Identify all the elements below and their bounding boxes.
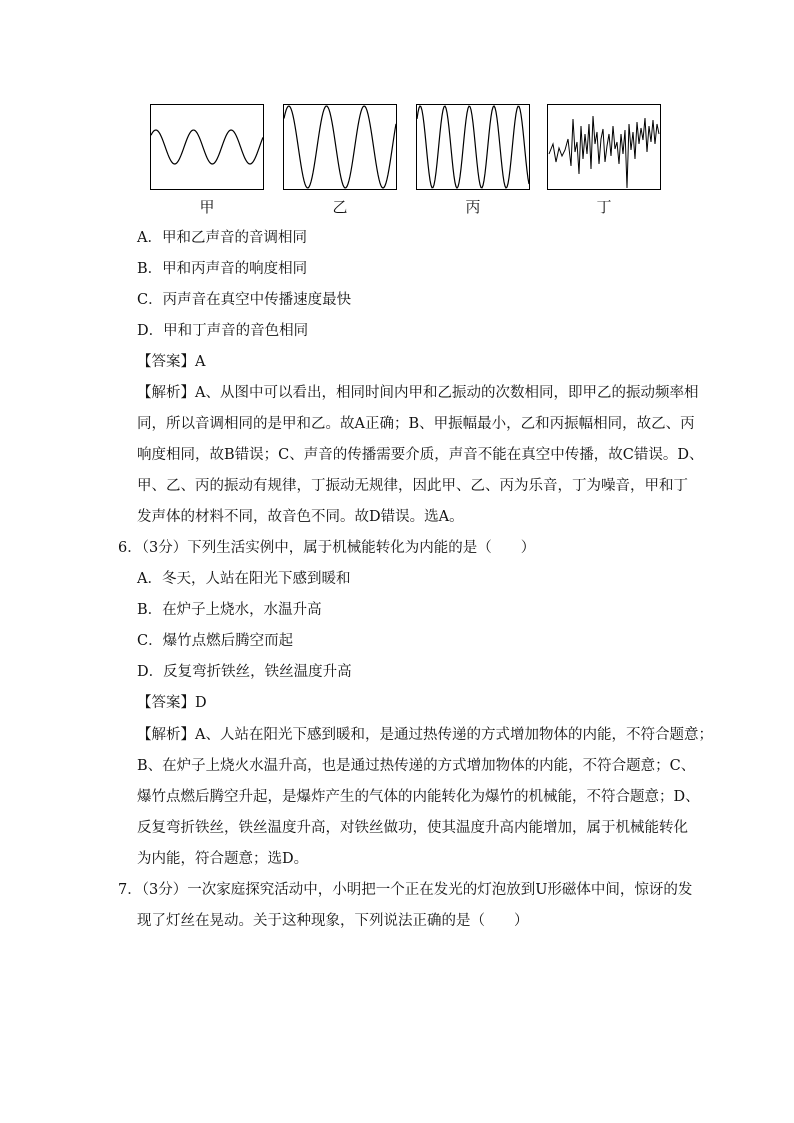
- q5-analysis-line: 同，所以音调相同的是甲和乙。故A正确；B、甲振幅最小，乙和丙振幅相同，故乙、丙: [137, 416, 695, 432]
- q6-stem: 6．（3分）下列生活实例中，属于机械能转化为内能的是（ ）: [118, 540, 536, 556]
- q7-stem-line: 现了灯丝在晃动。关于这种现象，下列说法正确的是（ ）: [137, 913, 529, 929]
- q5-option-a: A．甲和乙声音的音调相同: [137, 230, 307, 246]
- q6-analysis-line: B、在炉子上烧火水温升高，也是通过热传递的方式增加物体的内能，不符合题意；C、: [137, 758, 696, 774]
- waveform-label-jia: 甲: [199, 198, 215, 216]
- q6-analysis-line: 为内能，符合题意；选D。: [137, 851, 309, 867]
- q6-analysis-line: 反复弯折铁丝，铁丝温度升高，对铁丝做功，使其温度升高内能增加，属于机械能转化: [137, 820, 688, 836]
- waveform-label-yi: 乙: [332, 198, 348, 216]
- q5-analysis-line: 【解析】A、从图中可以看出，相同时间内甲和乙振动的次数相同，即甲乙的振动频率相: [137, 385, 699, 401]
- q7-stem-line: 7．（3分）一次家庭探究活动中，小明把一个正在发光的灯泡放到U形磁体中间，惊讶的发: [118, 882, 693, 898]
- q5-option-d: D．甲和丁声音的音色相同: [137, 323, 309, 339]
- waveform-jia: [150, 104, 264, 190]
- waveform-figure: [150, 104, 665, 219]
- q5-option-c: C．丙声音在真空中传播速度最快: [137, 292, 352, 308]
- q5-analysis-line: 甲、乙、丙的振动有规律，丁振动无规律，因此甲、乙、丙为乐音，丁为噪音，甲和丁: [137, 478, 688, 494]
- waveform-label-bing: 丙: [465, 198, 481, 216]
- waveform-yi: [283, 104, 397, 190]
- q5-analysis-line: 发声体的材料不同，故音色不同。故D错误。选A。: [137, 509, 464, 525]
- waveform-ding: [547, 104, 661, 190]
- q6-option-c: C．爆竹点燃后腾空而起: [137, 633, 294, 649]
- q6-option-a: A．冬天，人站在阳光下感到暖和: [137, 571, 351, 587]
- q6-answer: 【答案】D: [137, 695, 207, 711]
- q6-analysis-line: 【解析】A、人站在阳光下感到暖和，是通过热传递的方式增加物体的内能，不符合题意；: [137, 727, 713, 743]
- waveform-bing: [416, 104, 530, 190]
- q6-option-d: D．反复弯折铁丝，铁丝温度升高: [137, 664, 352, 680]
- q5-option-b: B．甲和丙声音的响度相同: [137, 261, 308, 277]
- q5-answer: 【答案】A: [137, 354, 206, 370]
- q5-analysis-line: 响度相同，故B错误；C、声音的传播需要介质，声音不能在真空中传播，故C错误。D、: [137, 447, 704, 463]
- q6-option-b: B．在炉子上烧水，水温升高: [137, 602, 322, 618]
- q6-analysis-line: 爆竹点燃后腾空升起，是爆炸产生的气体的内能转化为爆竹的机械能，不符合题意；D、: [137, 789, 700, 805]
- waveform-label-ding: 丁: [596, 198, 612, 216]
